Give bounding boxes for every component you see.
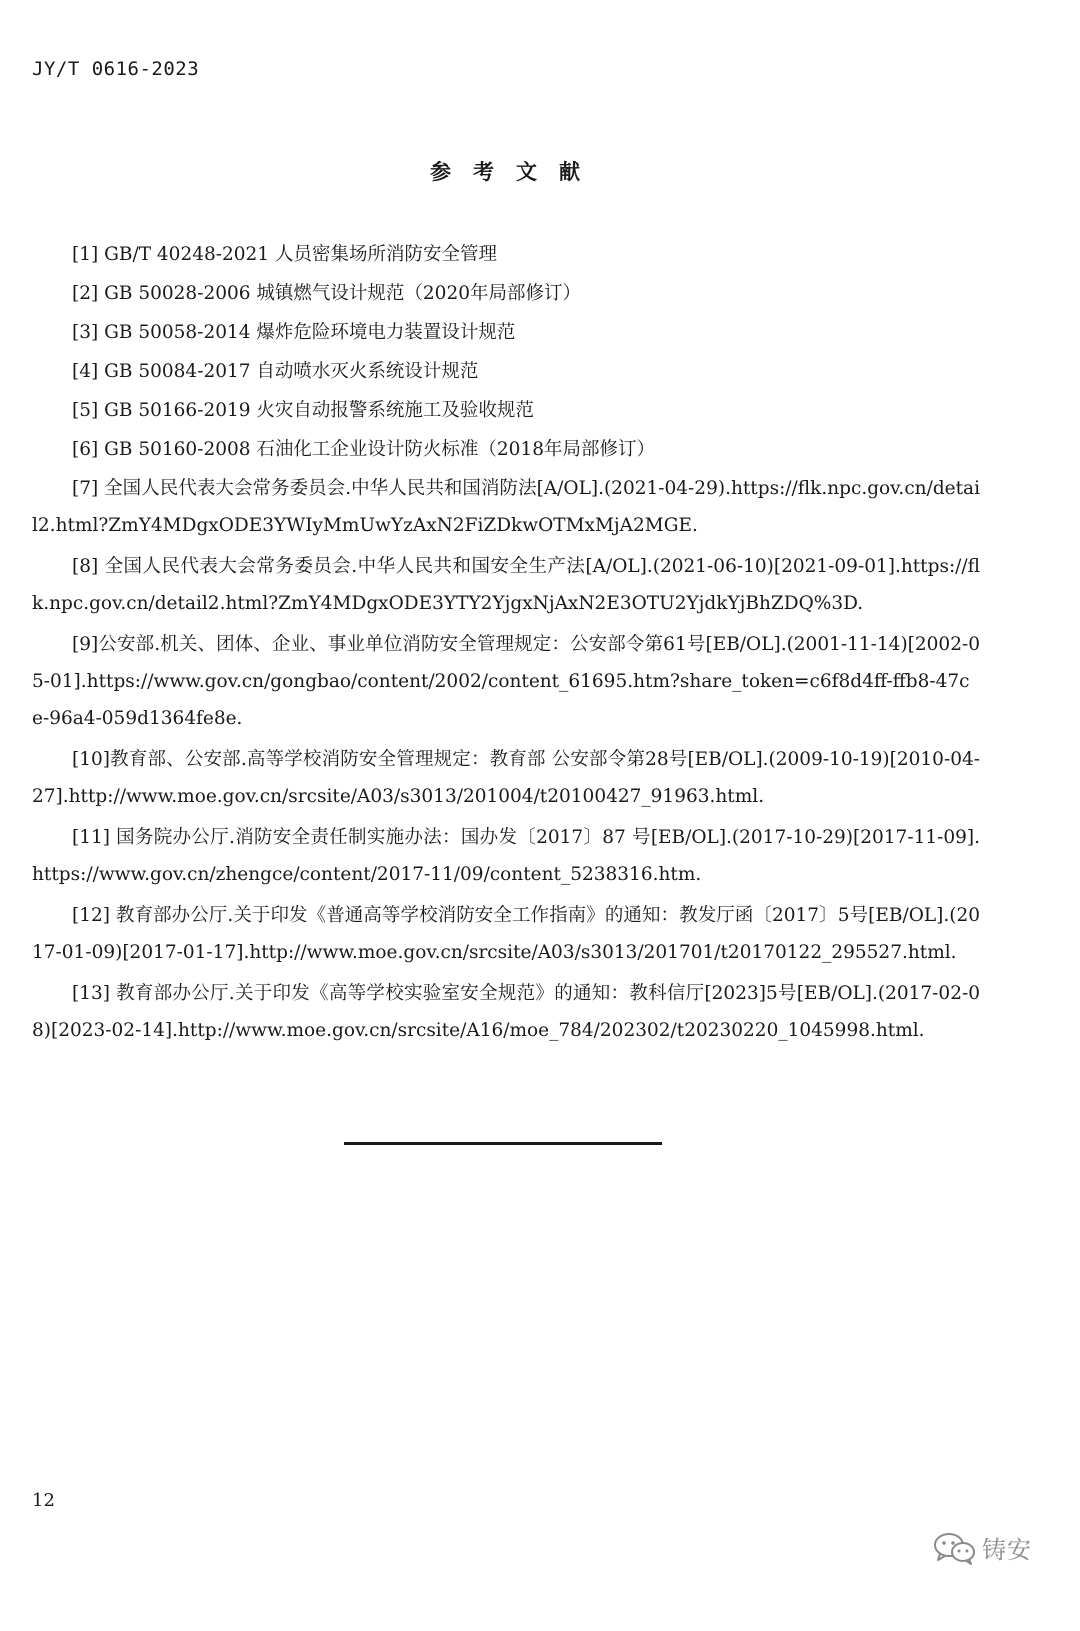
reference-item: [13] 教育部办公厅.关于印发《高等学校实验室安全规范》的通知：教科信厅[2023]5号[EB/OL].(2017-02-08)[2023-02-14].http://www.moe.gov.cn/srcsite/A16/moe_784/202302/t20230220_1045998.html.: [32, 983, 980, 1041]
reference-item: [12] 教育部办公厅.关于印发《普通高等学校消防安全工作指南》的通知：教发厅函〔2017〕5号[EB/OL].(2017-01-09)[2017-01-17].http://www.moe.gov.cn/srcsite/A03/s3013/201701/t20170122_295527.html.: [32, 905, 980, 963]
page-number: 12: [32, 1490, 55, 1511]
end-rule: [344, 1142, 662, 1145]
watermark-text: 铸安: [982, 1536, 1032, 1564]
reference-item: [8] 全国人民代表大会常务委员会.中华人民共和国安全生产法[A/OL].(2021-06-10)[2021-09-01].https://flk.npc.gov.cn/detail2.html?ZmY4MDgxODE3YTY2YjgxNjAxN2E3OTU2YjdkYjBhZDQ%3D.: [32, 556, 980, 614]
watermark: [932, 1530, 1032, 1565]
reference-item: [4] GB 50084-2017 自动喷水灭火系统设计规范: [72, 361, 479, 382]
reference-item: [10]教育部、公安部.高等学校消防安全管理规定：教育部 公安部令第28号[EB/OL].(2009-10-19)[2010-04-27].http://www.moe.gov.cn/srcsite/A03/s3013/201004/t20100427_91963.html.: [32, 749, 980, 807]
reference-item: [9]公安部.机关、团体、企业、事业单位消防安全管理规定：公安部令第61号[EB/OL].(2001-11-14)[2002-05-01].https://www.gov.cn/gongbao/content/2002/content_61695.htm?share_token=c6f8d4ff-ffb8-47ce-96a4-059d1364fe8e.: [32, 634, 980, 729]
wechat-icon: [932, 1531, 976, 1565]
section-title: 参考文献: [430, 160, 602, 184]
reference-list: [32, 236, 980, 1053]
reference-item: [1] GB/T 40248-2021 人员密集场所消防安全管理: [72, 244, 497, 265]
reference-item: [6] GB 50160-2008 石油化工企业设计防火标准（2018年局部修订）: [72, 439, 655, 460]
reference-item: [2] GB 50028-2006 城镇燃气设计规范（2020年局部修订）: [72, 283, 581, 304]
standard-code: JY/T 0616-2023: [32, 58, 200, 80]
reference-item: [7] 全国人民代表大会常务委员会.中华人民共和国消防法[A/OL].(2021-04-29).https://flk.npc.gov.cn/detail2.html?ZmY4MDgxODE3YWIyMmUwYzAxN2FiZDkwOTMxMjA2MGE.: [32, 478, 980, 536]
reference-item: [11] 国务院办公厅.消防安全责任制实施办法：国办发〔2017〕87 号[EB/OL].(2017-10-29)[2017-11-09].https://www.gov.cn/zhengce/content/2017-11/09/content_5238316.htm.: [32, 827, 980, 885]
reference-item: [5] GB 50166-2019 火灾自动报警系统施工及验收规范: [72, 400, 534, 421]
reference-item: [3] GB 50058-2014 爆炸危险环境电力装置设计规范: [72, 322, 516, 343]
